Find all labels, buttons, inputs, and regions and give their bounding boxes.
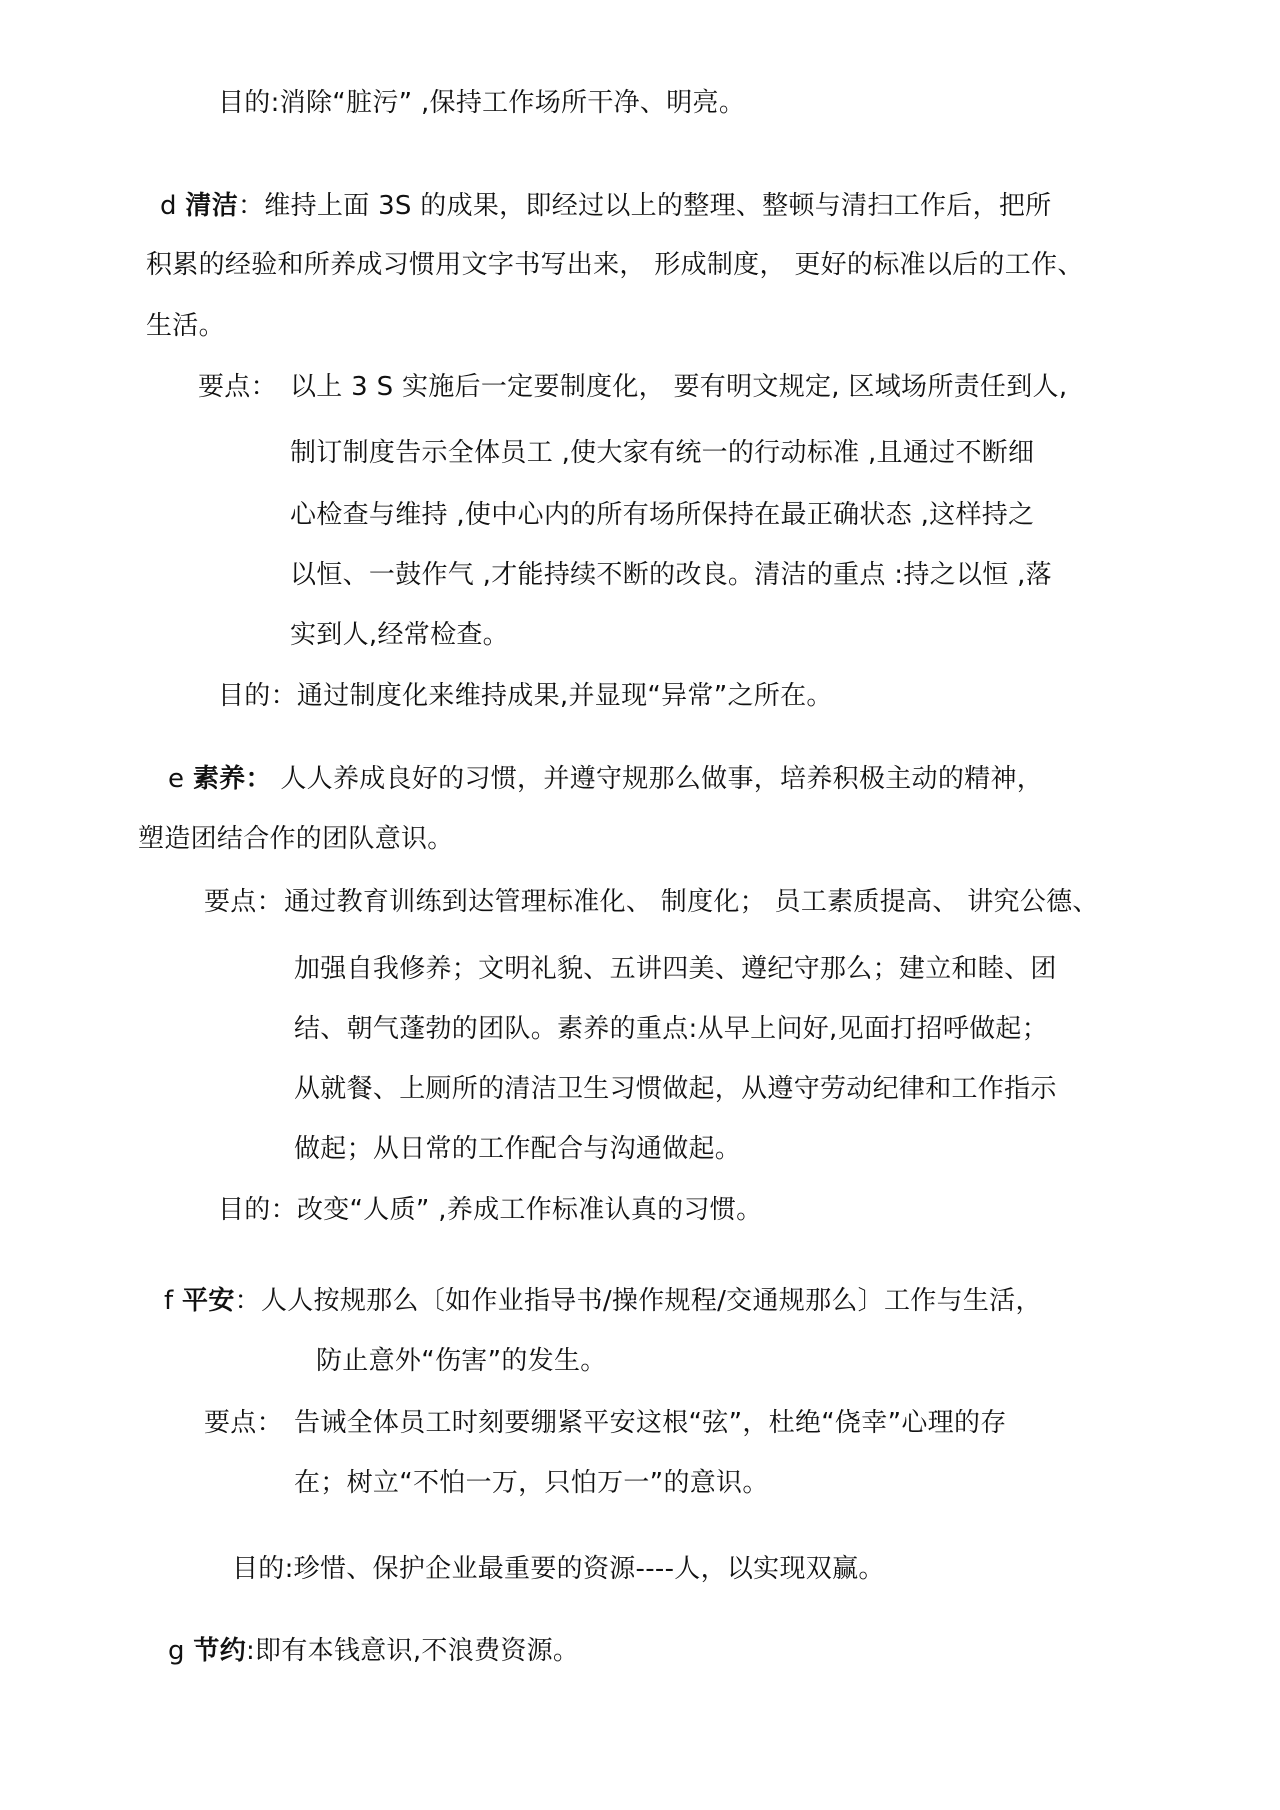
f-marker: f <box>164 1286 174 1316</box>
d-keypoint-line: 以恒、一鼓作气 ,才能持续不断的改良。清洁的重点 :持之以恒 ,落 <box>290 560 1052 590</box>
e-keypoint-line: 通过教育训练到达管理标准化、 制度化； 员工素质提高、 讲究公德、 <box>284 887 1099 917</box>
d-marker: d <box>160 191 177 221</box>
f-keypoint-label: 要点： <box>204 1408 283 1438</box>
f-keypoint-line: 在；树立“不怕一万，只怕万一”的意识。 <box>294 1468 769 1498</box>
e-marker: e <box>168 764 185 794</box>
f-line2: 防止意外“伤害”的发生。 <box>316 1346 607 1376</box>
f-title: 平安 <box>182 1286 235 1316</box>
g-line1: :即有本钱意识,不浪费资源。 <box>246 1636 580 1666</box>
g-marker: g <box>168 1636 185 1666</box>
d-heading-line <box>160 189 1051 223</box>
e-keypoint-label: 要点： <box>204 887 283 917</box>
g-heading-line <box>168 1634 579 1668</box>
d-keypoint-label: 要点： <box>198 372 277 402</box>
e-keypoint-line: 做起；从日常的工作配合与沟通做起。 <box>294 1134 742 1164</box>
e-keypoint-line: 加强自我修养；文明礼貌、五讲四美、遵纪守那么；建立和睦、团 <box>294 954 1057 984</box>
d-keypoint-line: 制订制度告示全体员工 ,使大家有统一的行动标准 ,且通过不断细 <box>290 438 1035 468</box>
d-keypoint-line: 实到人,经常检查。 <box>290 620 509 650</box>
f-heading-line <box>164 1284 1042 1318</box>
e-line1: 人人养成良好的习惯，并遵守规那么做事，培养积极主动的精神， <box>280 764 1044 794</box>
f-line1: ：人人按规那么〔如作业指导书/操作规程/交通规那么〕工作与生活， <box>234 1286 1042 1316</box>
d-keypoint-line: 心检查与维持 ,使中心内的所有场所保持在最正确状态 ,这样持之 <box>290 500 1035 530</box>
d-line1: ：维持上面 3S 的成果，即经过以上的整理、整顿与清扫工作后，把所 <box>238 191 1052 221</box>
g-title: 节约 <box>193 1636 246 1666</box>
d-line2: 积累的经验和所养成习惯用文字书写出来， 形成制度， 更好的标准以后的工作、 <box>146 250 1084 280</box>
d-keypoint-line: 以上 3 S 实施后一定要制度化， 要有明文规定, 区域场所责任到人, <box>290 372 1068 402</box>
f-purpose: 目的:珍惜、保护企业最重要的资源----人，以实现双赢。 <box>232 1554 885 1584</box>
e-heading-line <box>168 762 1043 796</box>
d-purpose: 目的：通过制度化来维持成果,并显现“异常”之所在。 <box>218 681 833 711</box>
e-keypoint-line: 结、朝气蓬勃的团队。素养的重点:从早上问好,见面打招呼做起； <box>294 1014 1049 1044</box>
d-title: 清洁 <box>185 191 238 221</box>
e-title: 素养： <box>192 764 272 794</box>
e-purpose: 目的：改变“人质” ,养成工作标准认真的习惯。 <box>218 1195 763 1225</box>
f-keypoint-line: 告诫全体员工时刻要绷紧平安这根“弦”，杜绝“侥幸”心理的存 <box>294 1408 1007 1438</box>
c-purpose: 目的:消除“脏污” ,保持工作场所干净、明亮。 <box>218 88 746 118</box>
d-line3: 生活。 <box>146 311 225 341</box>
e-keypoint-line: 从就餐、上厕所的清洁卫生习惯做起，从遵守劳动纪律和工作指示 <box>294 1074 1057 1104</box>
e-line2: 塑造团结合作的团队意识。 <box>138 824 454 854</box>
